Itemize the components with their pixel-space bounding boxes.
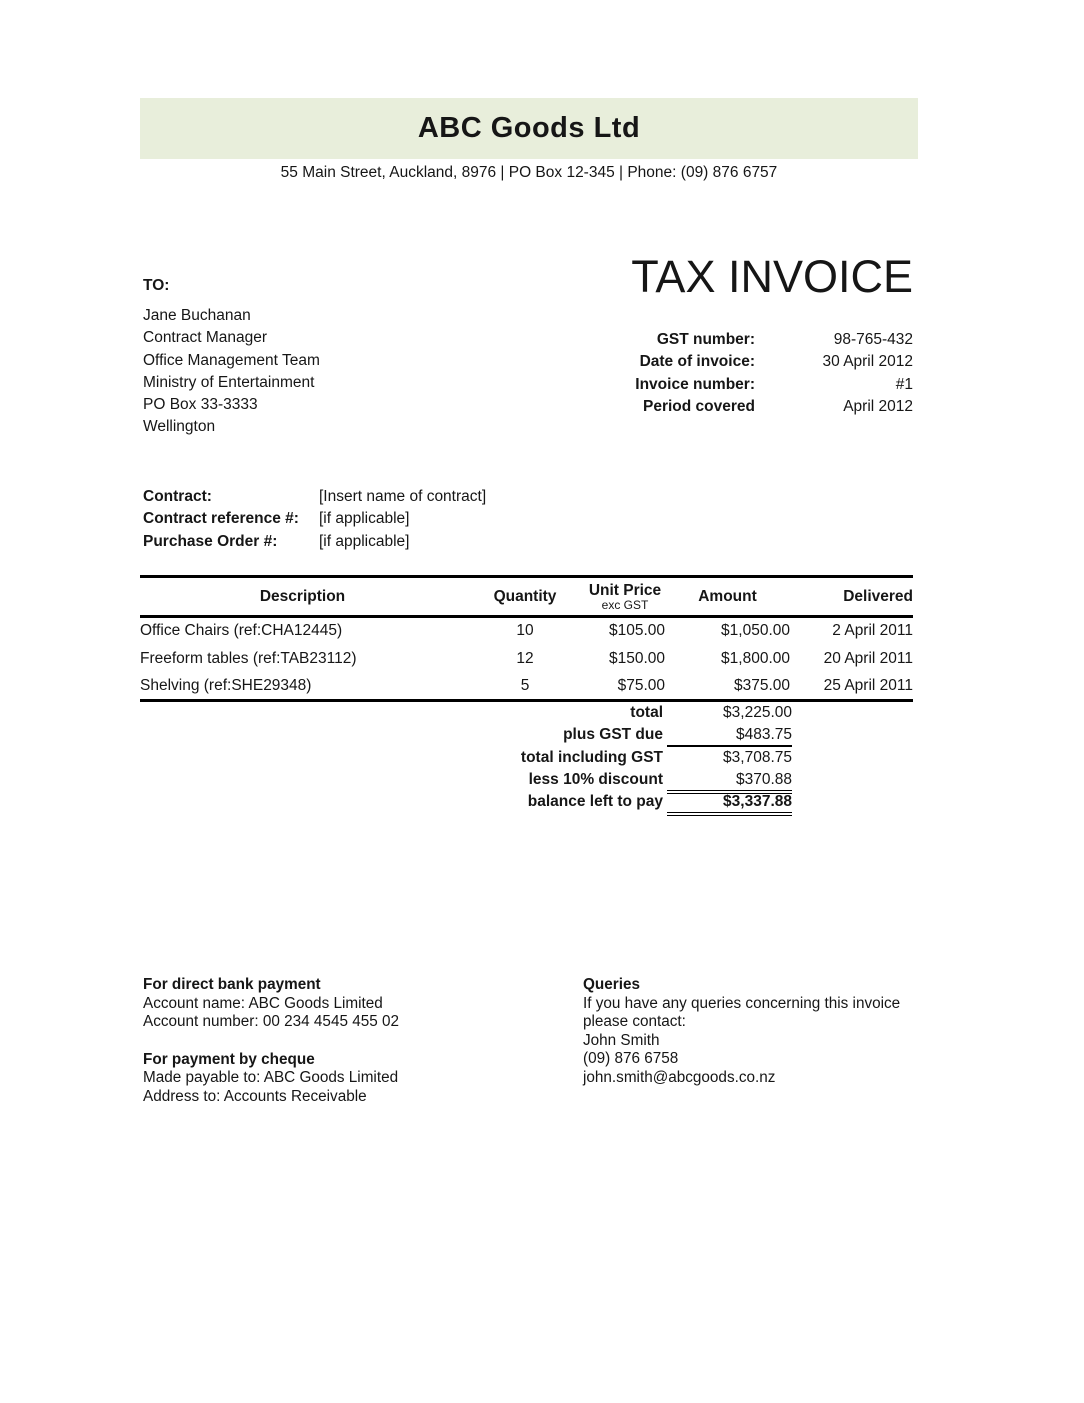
totals-row-discount [140, 770, 792, 792]
recipient-line: Office Management Team [143, 351, 320, 369]
item-delivered: 20 April 2011 [823, 649, 913, 667]
contract-block [143, 486, 486, 553]
item-quantity: 12 [516, 649, 534, 667]
totals-row-incl-gst [140, 748, 792, 770]
contract-value: [if applicable] [319, 510, 410, 528]
unit-price-header-sub: exc GST [601, 598, 649, 612]
totals-label: balance left to pay [527, 793, 663, 811]
company-header-band [140, 98, 918, 159]
queries-title: Queries [583, 976, 640, 993]
contract-label: Purchase Order #: [143, 532, 278, 550]
recipient-block [143, 277, 320, 439]
column-header-quantity: Quantity [493, 588, 557, 605]
item-amount: $375.00 [733, 676, 790, 694]
item-unit-price: $75.00 [617, 676, 665, 694]
queries-contact-phone: (09) 876 6758 [583, 1050, 679, 1068]
totals-label: less 10% discount [528, 770, 663, 788]
bank-payment-line: Account number: 00 234 4545 455 02 [143, 1013, 399, 1031]
meta-label: Period covered [643, 398, 755, 416]
totals-row-gst [140, 725, 792, 747]
recipient-line: PO Box 33-3333 [143, 396, 258, 414]
totals-value: $370.88 [667, 770, 792, 794]
item-amount: $1,800.00 [721, 649, 790, 667]
cheque-payment-line: Address to: Accounts Receivable [143, 1087, 367, 1105]
item-quantity: 10 [516, 622, 534, 640]
recipient-line: Jane Buchanan [143, 307, 251, 324]
totals-block [140, 703, 792, 814]
meta-row-gst [560, 329, 913, 351]
meta-row-date [560, 351, 913, 373]
contract-row [143, 486, 486, 508]
meta-row-period [560, 396, 913, 418]
bank-payment-line: Account name: ABC Goods Limited [143, 994, 383, 1012]
contract-value: [if applicable] [319, 532, 410, 550]
item-unit-price: $105.00 [608, 622, 665, 640]
recipient-address [143, 305, 320, 439]
contract-row [143, 531, 486, 553]
recipient-line: Ministry of Entertainment [143, 373, 315, 391]
items-table-header [140, 577, 913, 617]
company-name: ABC Goods Ltd [417, 112, 641, 144]
item-description: Freeform tables (ref:TAB23112) [140, 649, 357, 667]
meta-row-number [560, 374, 913, 396]
recipient-label: TO: [143, 277, 170, 294]
spacer [143, 1032, 543, 1051]
column-header-unit-price [585, 577, 665, 617]
totals-label: total [630, 704, 663, 721]
item-description: Shelving (ref:SHE29348) [140, 676, 312, 694]
queries-block [583, 976, 943, 1088]
table-row [140, 673, 913, 701]
queries-line: please contact: [583, 1013, 686, 1031]
cheque-payment-line: Made payable to: ABC Goods Limited [143, 1069, 399, 1087]
column-header-description: Description [259, 588, 346, 605]
item-delivered: 25 April 2011 [823, 676, 913, 694]
recipient-line: Wellington [143, 418, 216, 436]
meta-value: 98-765-432 [833, 331, 913, 348]
meta-label: GST number: [656, 331, 755, 348]
column-header-amount: Amount [698, 588, 757, 605]
column-header-delivered: Delivered [843, 588, 913, 605]
table-row [140, 645, 913, 673]
items-table [140, 575, 913, 702]
totals-label: plus GST due [563, 726, 663, 744]
company-address: 55 Main Street, Auckland, 8976 | PO Box 12-345 | Phone: (09) 876 6757 [280, 164, 778, 181]
unit-price-header-main: Unit Price [588, 582, 662, 599]
item-amount: $1,050.00 [721, 622, 790, 640]
meta-value: 30 April 2012 [822, 353, 913, 371]
meta-value: April 2012 [843, 398, 913, 416]
item-delivered: 2 April 2011 [832, 622, 913, 640]
contract-value: [Insert name of contract] [319, 488, 487, 505]
contract-row [143, 508, 486, 530]
totals-value: $3,708.75 [723, 748, 792, 766]
document-title: TAX INVOICE [631, 251, 913, 302]
totals-row-balance [140, 792, 792, 814]
header-row [140, 577, 913, 617]
queries-contact-email: john.smith@abcgoods.co.nz [583, 1068, 776, 1086]
table-row [140, 617, 913, 645]
item-description: Office Chairs (ref:CHA12445) [140, 622, 343, 640]
queries-contact-name: John Smith [583, 1031, 660, 1049]
contract-label: Contract reference #: [143, 510, 299, 528]
totals-value: $483.75 [667, 725, 792, 747]
recipient-line: Contract Manager [143, 329, 268, 347]
totals-value: $3,337.88 [667, 792, 792, 816]
payment-info-block [143, 976, 543, 1107]
bank-payment-title: For direct bank payment [143, 976, 321, 993]
item-unit-price: $150.00 [608, 649, 665, 667]
totals-value: $3,225.00 [723, 704, 792, 721]
invoice-meta [560, 329, 913, 419]
cheque-payment-title: For payment by cheque [143, 1050, 315, 1068]
meta-label: Invoice number: [635, 375, 755, 393]
totals-row-subtotal [140, 703, 792, 725]
queries-line: If you have any queries concerning this invoice [583, 994, 901, 1012]
item-quantity: 5 [520, 676, 530, 694]
meta-value: #1 [895, 375, 913, 393]
meta-label: Date of invoice: [639, 353, 755, 371]
totals-label: total including GST [520, 748, 663, 766]
contract-label: Contract: [143, 488, 212, 505]
